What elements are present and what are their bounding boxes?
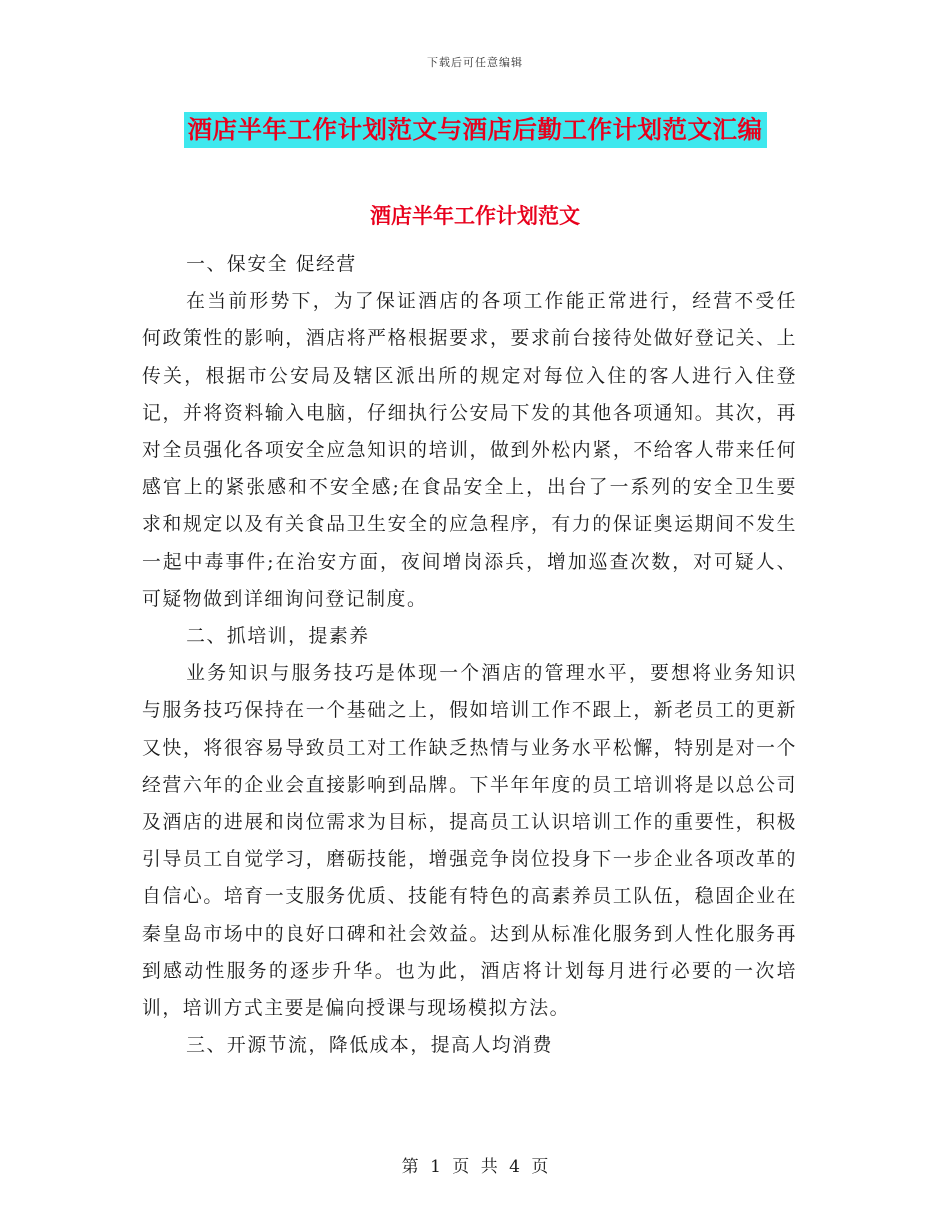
heading-training: 二、抓培训，提素养 bbox=[186, 626, 370, 648]
paragraph-safety: 在当前形势下，为了保证酒店的各项工作能正常进行，经营不受任何政策性的影响，酒店将严格根据要求，要求前台接待处做好登记关、上传关，根据市公安局及辖区派出所的规定对每位入住的客人进行入住登记，并将资料输入电脑，仔细执行公安局下发的其他各项通知。其次，再对全员强化各项安全应急知识的培训，做到外松内紧，不给客人带来任何感官上的紧张感和不安全感;在食品安全上，出台了一系列的安全卫生要求和规定以及有关食品卫生安全的应急程序，有力的保证奥运期间不发生一起中毒事件;在治安方面，夜间增岗添兵，增加巡查次数，对可疑人、可疑物做到详细询问登记制度。 bbox=[142, 291, 797, 610]
heading-cost: 三、开源节流，降低成本，提高人均消费 bbox=[186, 1035, 554, 1057]
section-title: 酒店半年工作计划范文 bbox=[370, 203, 580, 228]
document-body bbox=[142, 246, 797, 1064]
document-title: 酒店半年工作计划范文与酒店后勤工作计划范文汇编 bbox=[184, 112, 767, 148]
page-number: 第 1 页 共 4 页 bbox=[401, 1157, 549, 1177]
document-title-container bbox=[0, 112, 950, 148]
heading-safety: 一、保安全 促经营 bbox=[186, 254, 357, 275]
paragraph-training: 业务知识与服务技巧是体现一个酒店的管理水平，要想将业务知识与服务技巧保持在一个基础之上，假如培训工作不跟上，新老员工的更新又快，将很容易导致员工对工作缺乏热情与业务水平松懈，特别是对一个经营六年的企业会直接影响到品牌。下半年年度的员工培训将是以总公司及酒店的进展和岗位需求为目标，提高员工认识培训工作的重要性，积极引导员工自觉学习，磨砺技能，增强竞争岗位投身下一步企业各项改革的自信心。培育一支服务优质、技能有特色的高素养员工队伍，稳固企业在秦皇岛市场中的良好口碑和社会效益。达到从标准化服务到人性化服务再到感动性服务的逐步升华。也为此，酒店将计划每月进行必要的一次培训，培训方式主要是偏向授课与现场模拟方法。 bbox=[142, 663, 797, 1020]
page-header-note: 下载后可任意编辑 bbox=[427, 56, 523, 69]
